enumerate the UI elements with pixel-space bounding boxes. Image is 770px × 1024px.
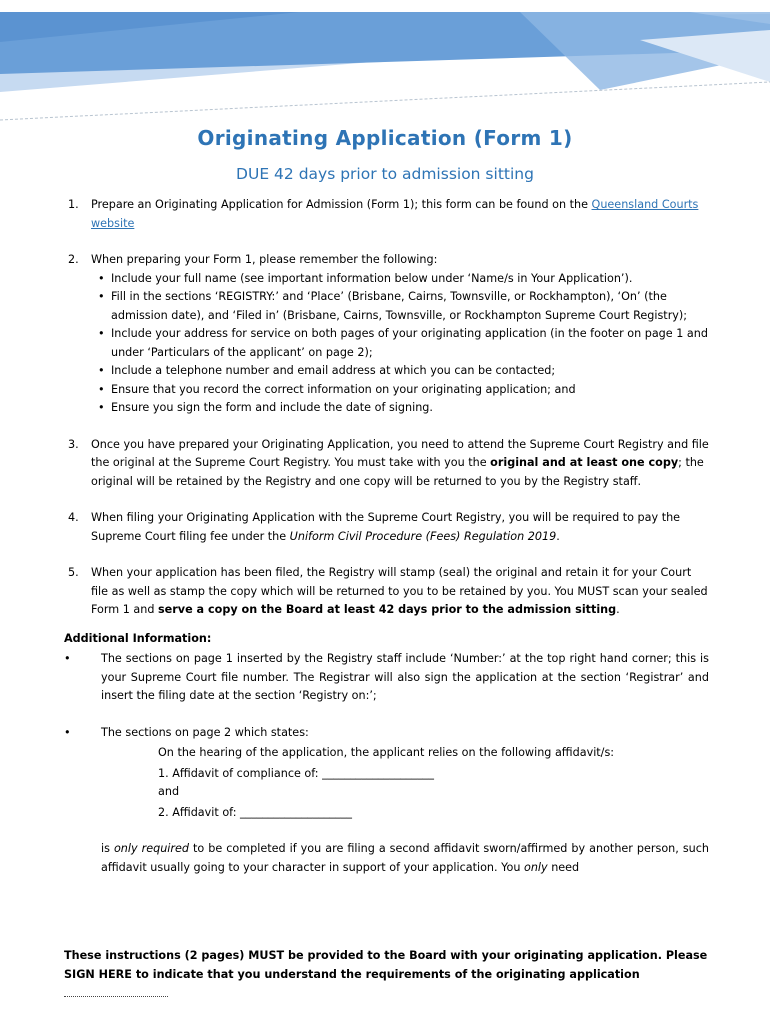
affidavit-line: 2. Affidavit of: ____________________ [158,805,352,819]
page-title: Originating Application (Form 1) [197,126,573,150]
and-text: and [158,785,180,798]
due-subtitle: DUE 42 days prior to admission sitting [236,165,534,183]
item-2: 2. When preparing your Form 1, please remember the following: [64,251,709,270]
instructions-body [64,196,709,877]
list-item: • The sections on page 2 which states: [64,724,709,743]
list-item: • Ensure that you record the correct information on your originating application; and [64,381,709,400]
list-item: • Include your address for service on both pages of your originating application (in the footer on page 1 and under ‘Particulars of the applicant’ on page 2); [98,327,708,359]
bullet-icon: • [64,725,71,739]
bullet-icon: • [98,290,105,303]
affidavit-quote: On the hearing of the application, the applicant relies on the following affidavit/s: [158,746,615,759]
bullet-icon: • [98,364,105,377]
item-number: 4. [68,511,79,524]
bullet-icon: • [64,652,71,665]
item-number: 2. [68,253,79,266]
item-number: 3. [68,437,79,451]
bullet-icon: • [98,401,105,414]
affidavit-compliance-line: 1. Affidavit of compliance of: ____________________ [158,766,434,780]
header-banner [0,0,770,130]
footer-sign-note: These instructions (2 pages) MUST be provided to the Board with your originating application. Please SIGN HERE to indicate that you understand the requirements of the originating application [64,947,709,1004]
affidavit-note: is only required to be completed if you are filing a second affidavit sworn/affirmed by another person, such affidavit usually going to your character in support of your application. You only need [101,842,709,874]
item-4: 4. When filing your Originating Application with the Supreme Court Registry, you will be required to pay the Supreme Court filing fee under the Uniform Civil Procedure (Fees) Regulation 2019. [68,511,681,543]
item-1: 1. Prepare an Originating Application for Admission (Form 1); this form can be found on the Queensland Courts website [68,198,699,230]
bullet-icon: • [98,271,105,285]
item-number: 5. [68,566,79,579]
additional-info-heading: Additional Information: [64,631,212,645]
item-number: 1. [68,198,79,211]
item-5: 5. When your application has been filed, the Registry will stamp (seal) the original and retain it for your Court file as well as stamp the copy which will be returned to you to be retained by you. You MUST scan your sealed Form 1 and serve a copy on the Board at least 42 days prior to the admission sitting. [68,566,708,616]
signature-line[interactable] [64,984,168,997]
list-item: • Fill in the sections ‘REGISTRY:’ and ‘Place’ (Brisbane, Cairns, Townsville, or Rockhampton), ‘On’ (the admission date), and ‘Filed in’ (Brisbane, Cairns, Townsville, or Rockhampton Supreme Court Registry); [98,290,688,322]
list-item: • Include your full name (see important information below under ‘Name/s in Your Application’). [64,270,709,289]
list-item: • The sections on page 1 inserted by the Registry staff include ‘Number:’ at the top right hand corner; this is your Supreme Court file number. The Registrar will also sign the application at the section ‘Registrar’ and insert the filing date at the section ‘Registry on:’; [64,652,709,702]
queensland-courts-link[interactable]: Queensland Courts website [91,198,699,230]
bullet-icon: • [98,382,105,396]
item-3: 3. Once you have prepared your Originating Application, you need to attend the Supreme Court Registry and file the original at the Supreme Court Registry. You must take with you the original and at least one copy; the original will be retained by the Registry and one copy will be returned to you by the Registry staff. [68,437,709,488]
bullet-icon: • [98,327,105,340]
list-item: • Ensure you sign the form and include the date of signing. [64,399,709,418]
list-item: • Include a telephone number and email address at which you can be contacted; [64,362,709,381]
